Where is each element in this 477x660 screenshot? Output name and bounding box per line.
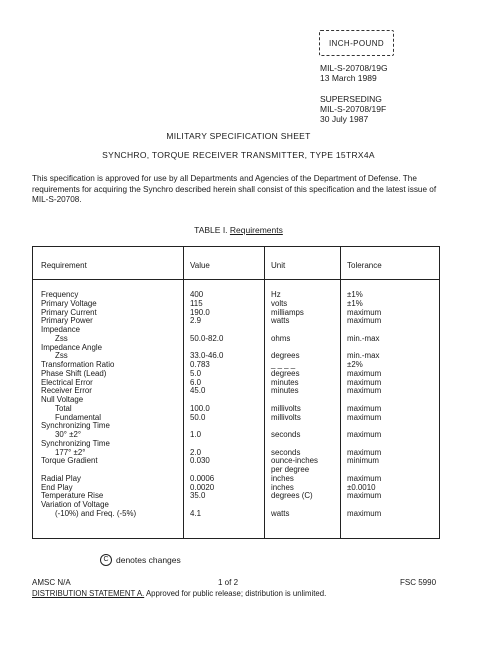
value-cell: 33.0-46.0	[190, 351, 224, 361]
tolerance-cell: min.-max	[347, 351, 380, 361]
requirement-cell: Zss	[55, 333, 68, 343]
tolerance-cell: maximum	[347, 508, 382, 518]
value-cell: 4.1	[190, 508, 201, 518]
value-cell: 0.030	[190, 456, 210, 466]
unit-cell: watts	[271, 316, 290, 326]
distribution-statement	[32, 589, 452, 598]
value-cell: 115	[190, 298, 203, 308]
value-cell: 400	[190, 290, 204, 299]
superseding-block	[320, 94, 386, 124]
superseded-number: MIL-S-20708/19F	[320, 104, 387, 114]
changes-legend	[100, 554, 181, 566]
tolerance-cell: maximum	[347, 307, 382, 317]
requirement-cell: Synchronizing Time	[41, 421, 110, 431]
value-cell: 0.0020	[190, 482, 215, 492]
requirement-cell: (-10%) and Freq. (-5%)	[55, 508, 137, 518]
tolerance-cell: minimum	[347, 456, 380, 466]
table-caption-title: Requirements	[229, 225, 283, 235]
value-cell: 2.9	[190, 316, 201, 326]
requirement-cell: Primary Current	[41, 307, 97, 317]
document-identifier	[320, 63, 388, 83]
value-cell: 2.0	[190, 447, 201, 457]
unit-cell: degrees	[271, 351, 300, 361]
unit-cell: minutes	[271, 377, 299, 387]
unit-cell: degrees (C)	[271, 491, 313, 501]
superseded-date: 30 July 1987	[320, 114, 369, 124]
tolerance-cell: maximum	[347, 316, 382, 326]
requirement-cell: Temperature Rise	[41, 491, 104, 501]
distribution-label: DISTRIBUTION STATEMENT A.	[32, 589, 145, 598]
tolerance-cell: maximum	[347, 368, 382, 378]
requirement-cell: Impedance Angle	[41, 342, 102, 352]
value-cell: 45.0	[190, 386, 206, 396]
value-cell: 100.0	[190, 403, 210, 413]
tolerance-cell: ±1%	[347, 298, 363, 308]
unit-cell: millivolts	[271, 412, 301, 422]
table-row	[33, 475, 439, 484]
unit-cell: per degree	[271, 465, 310, 474]
tolerance-cell: ±1%	[347, 290, 363, 299]
requirements-table	[32, 246, 440, 539]
requirement-cell: Torque Gradient	[41, 456, 98, 466]
requirement-cell: Electrical Error	[41, 377, 93, 387]
tolerance-cell: maximum	[347, 412, 382, 422]
requirement-cell: Null Voltage	[41, 395, 84, 404]
changes-symbol: C	[100, 554, 112, 566]
table-row	[33, 510, 439, 519]
sheet-title: MILITARY SPECIFICATION SHEET	[166, 131, 311, 141]
header-requirement: Requirement	[41, 261, 87, 270]
changes-note: denotes changes	[116, 555, 181, 565]
requirement-cell: Fundamental	[55, 412, 102, 422]
value-cell: 35.0	[190, 491, 206, 501]
unit-cell: degrees	[271, 368, 300, 378]
tolerance-cell: min.-max	[347, 333, 380, 343]
value-cell: 50.0	[190, 412, 206, 422]
distribution-text: Approved for public release; distribution is unlimited.	[145, 589, 327, 598]
requirement-cell: Total	[55, 403, 72, 413]
unit-cell: inches	[271, 473, 294, 483]
unit-cell: minutes	[271, 386, 299, 396]
requirement-cell: Receiver Error	[41, 386, 92, 396]
tolerance-cell: maximum	[347, 491, 382, 501]
value-cell: 6.0	[190, 377, 201, 387]
tolerance-cell: ±0.0010	[347, 482, 376, 492]
fsc-code: FSC 5990	[400, 578, 437, 587]
tolerance-cell: ±2%	[347, 360, 363, 369]
header-tolerance: Tolerance	[347, 261, 382, 270]
tolerance-cell: maximum	[347, 473, 382, 483]
header-divider	[33, 279, 439, 280]
table-caption-prefix: TABLE I.	[194, 225, 228, 235]
unit-cell: ohms	[271, 333, 291, 343]
unit-cell: inches	[271, 482, 294, 492]
doc-date: 13 March 1989	[320, 73, 377, 83]
inch-pound-stamp	[319, 30, 394, 56]
sheet-subtitle: SYNCHRO, TORQUE RECEIVER TRANSMITTER, TYPE 15TRX4A	[102, 150, 375, 160]
value-cell: 5.0	[190, 368, 201, 378]
unit-cell: _ _ _ _	[271, 360, 296, 369]
tolerance-cell: maximum	[347, 447, 382, 457]
amsc-code: AMSC N/A	[32, 578, 71, 587]
requirement-cell: 30° ±2°	[55, 430, 81, 439]
value-cell: 190.0	[190, 307, 210, 317]
requirement-cell: Transformation Ratio	[41, 360, 115, 369]
tolerance-cell: maximum	[347, 430, 382, 439]
requirement-cell: Impedance	[41, 325, 81, 334]
requirement-cell: Synchronizing Time	[41, 438, 110, 448]
value-cell: 0.783	[190, 360, 210, 369]
requirement-cell: Radial Play	[41, 473, 81, 483]
requirement-cell: Zss	[55, 351, 68, 361]
unit-cell: millivolts	[271, 403, 301, 413]
requirement-cell: Primary Power	[41, 316, 93, 326]
header-unit: Unit	[271, 261, 286, 270]
requirement-cell: End Play	[41, 482, 73, 492]
requirement-cell: Variation of Voltage	[41, 500, 109, 509]
stamp-text: INCH-POUND	[328, 38, 385, 48]
value-cell: 0.0006	[190, 473, 215, 483]
tolerance-cell: maximum	[347, 386, 382, 396]
unit-cell: volts	[271, 298, 288, 308]
value-cell: 1.0	[190, 430, 201, 439]
tolerance-cell: maximum	[347, 377, 382, 387]
unit-cell: watts	[271, 508, 290, 518]
requirement-cell: Primary Voltage	[41, 298, 97, 308]
unit-cell: seconds	[271, 447, 301, 457]
requirement-cell: Frequency	[41, 290, 79, 299]
intro-paragraph: This specification is approved for use by all Departments and Agencies of the Department of Defense. The requirements for acquiring the Synchro described herein shall consist of this specification and the latest issue of MIL-S-20708.	[32, 174, 437, 204]
table-row	[33, 387, 439, 396]
header-value: Value	[190, 261, 210, 270]
page-number: 1 of 2	[218, 578, 239, 587]
unit-cell: ounce-inches	[271, 456, 318, 466]
value-cell: 50.0-82.0	[190, 333, 224, 343]
superseding-label: SUPERSEDING	[320, 94, 382, 104]
unit-cell: milliamps	[271, 307, 304, 317]
table-row	[33, 317, 439, 326]
table-row	[33, 457, 439, 466]
tolerance-cell: maximum	[347, 403, 382, 413]
unit-cell: Hz	[271, 290, 281, 299]
unit-cell: seconds	[271, 430, 301, 439]
doc-number: MIL-S-20708/19G	[320, 63, 388, 73]
requirement-cell: Phase Shift (Lead)	[41, 368, 107, 378]
requirement-cell: 177° ±2°	[55, 447, 86, 457]
table-caption	[0, 225, 477, 235]
